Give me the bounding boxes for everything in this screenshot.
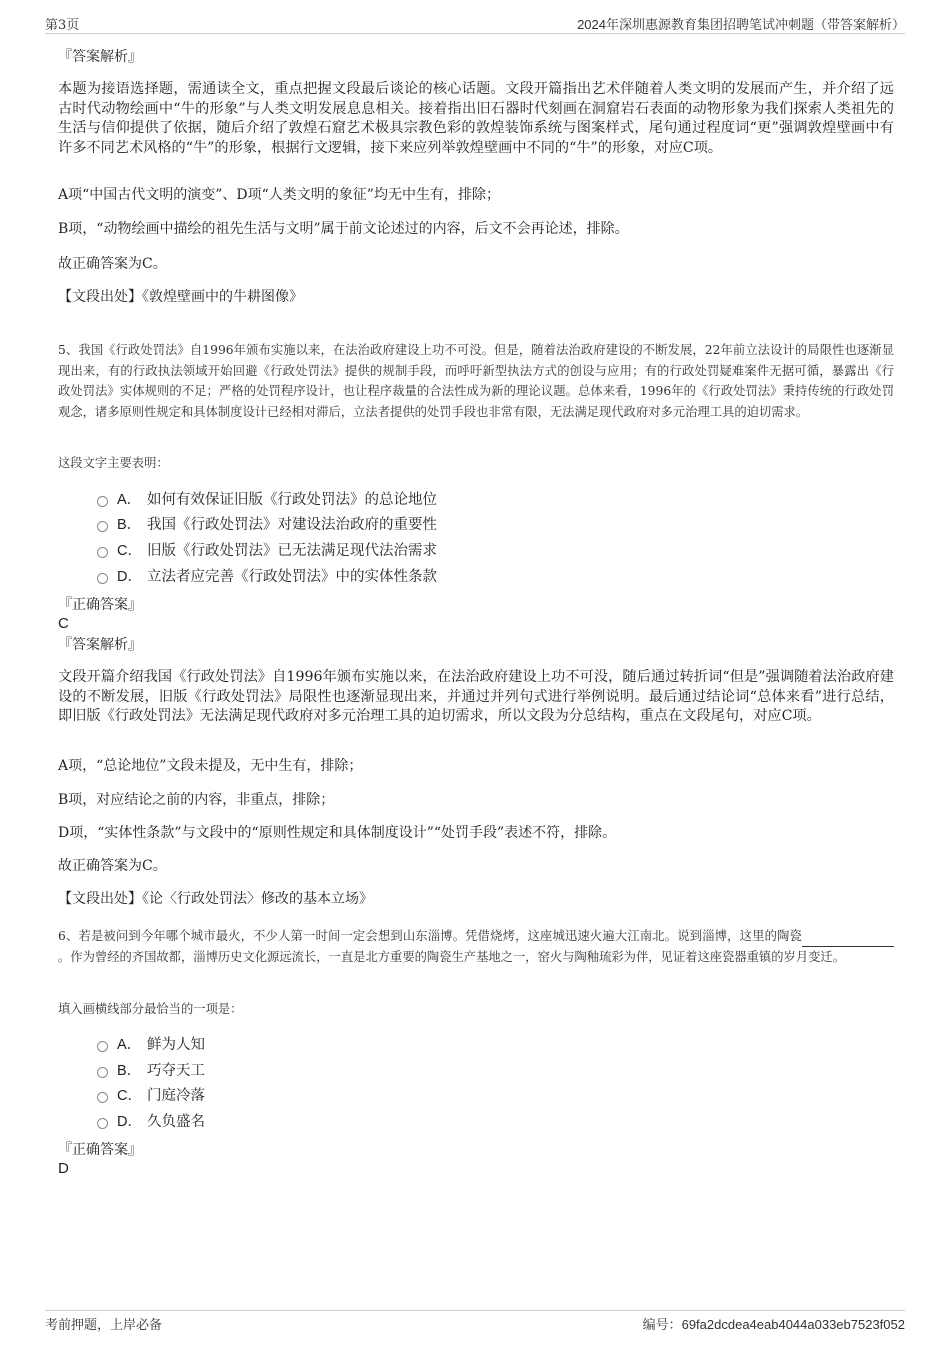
correct-answer: C [58,615,69,632]
analysis-label: 『答案解析』 [58,49,142,65]
document-code: 编号：69fa2dcdea4eab4044a033eb7523f052 [642,1317,905,1333]
radio-icon[interactable] [97,521,108,532]
radio-icon[interactable] [97,1041,108,1052]
answer-label: 『正确答案』 [58,1142,142,1158]
question-5-stem: 5、我国《行政处罚法》自1996年颁布实施以来，在法治政府建设上功不可没。但是，随着法治政府建设的不断发展，22年前立法设计的局限性也逐渐显现出来，有的行政执法领域开始回避《行政处罚法》提供的规制手段，而呼吁新型执法方式的创设与应用；有的行政处罚疑难案件无据可循，暴露出《行政处罚法》实体规则的不足；严格的处罚程序设计，也让程序裁量的合法性成为新的理论议题。总体来看，1996年的《行政处罚法》秉持传统的行政处罚观念，诸多原则性规定和具体制度设计已经相对滞后，立法者提供的处罚手段也非常有限，无法满足现代政府对多元治理工具的迫切需求。 [58,343,894,419]
analysis-point-b: B项，对应结论之前的内容，非重点，排除； [58,792,335,808]
question-5-prompt: 这段文字主要表明： [58,456,169,470]
fill-blank [802,932,894,947]
answer-label: 『正确答案』 [58,597,142,613]
analysis-point-a: A项“中国古代文明的演变”、D项“人类文明的象征”均无中生有，排除； [58,187,500,203]
analysis-conclusion: 故正确答案为C。 [58,256,167,272]
question-6-prompt: 填入画横线部分最恰当的一项是： [58,1002,243,1016]
page-header [45,14,905,34]
analysis-conclusion: 故正确答案为C。 [58,858,167,874]
radio-icon[interactable] [97,1092,108,1103]
analysis-text: 本题为接语选择题，需通读全文，重点把握文段最后谈论的核心话题。文段开篇指出艺术伴随着人类文明的发展而产生，并介绍了远古时代动物绘画中“牛的形象”与人类文明发展息息相关。接着指出旧石器时代刻画在洞窟岩石表面的动物形象为我们探索人类祖先的生活与信仰提供了依据，随后介绍了敦煌石窟艺术极具宗教色彩的敦煌装饰系统与图案样式，尾句通过程度词“更”强调敦煌壁画中有许多不同艺术风格的“牛”的形象，根据行文逻辑，接下来应列举敦煌壁画中不同的“牛”的形象，对应C项。 [58,81,894,156]
radio-icon[interactable] [97,1067,108,1078]
q6-option-c[interactable]: C． 门庭冷落 [97,1086,205,1106]
q5-option-b[interactable]: B． 我国《行政处罚法》对建设法治政府的重要性 [97,515,437,535]
correct-answer: D [58,1160,69,1177]
analysis-point-d: D项，“实体性条款”与文段中的“原则性规定和具体制度设计”“处罚手段”表述不符，排除。 [58,825,617,841]
q5-option-c[interactable]: C． 旧版《行政处罚法》已无法满足现代法治需求 [97,541,437,561]
document-title: 2024年深圳惠源教育集团招聘笔试冲刺题（带答案解析） [577,17,905,32]
q5-option-d[interactable]: D． 立法者应完善《行政处罚法》中的实体性条款 [97,567,437,587]
analysis-point-a: A项，“总论地位”文段未提及，无中生有，排除； [58,758,363,774]
q6-option-d[interactable]: D． 久负盛名 [97,1112,205,1132]
passage-source: 【文段出处】《论〈行政处罚法〉修改的基本立场》 [58,891,373,907]
analysis-label: 『答案解析』 [58,637,142,653]
radio-icon[interactable] [97,573,108,584]
page-footer [45,1310,905,1333]
passage-source: 【文段出处】《敦煌壁画中的牛耕图像》 [58,289,303,305]
q6-option-b[interactable]: B． 巧夺天工 [97,1061,205,1081]
question-6-stem: 6、若是被问到今年哪个城市最火，不少人第一时间一定会想到山东淄博。凭借烧烤，这座城迅速火遍大江南北。说到淄博，这里的陶瓷。作为曾经的齐国故都，淄博历史文化源远流长，一直是北方重要的陶瓷生产基地之一，窑火与陶釉琉彩为伴，见证着这座瓷器重镇的岁月变迁。 [58,926,894,967]
radio-icon[interactable] [97,1118,108,1129]
q6-option-a[interactable]: A． 鲜为人知 [97,1035,205,1055]
analysis-point-b: B项，“动物绘画中描绘的祖先生活与文明”属于前文论述过的内容，后文不会再论述，排除。 [58,221,629,237]
analysis-text: 文段开篇介绍我国《行政处罚法》自1996年颁布实施以来，在法治政府建设上功不可没，随后通过转折词“但是”强调随着法治政府建设的不断发展，旧版《行政处罚法》局限性也逐渐显现出来，并通过并列句式进行举例说明。最后通过结论词“总体来看”进行总结，即旧版《行政处罚法》无法满足现代政府对多元治理工具的迫切需求，所以文段为分总结构，重点在文段尾句，对应C项。 [58,669,894,724]
page-number: 第3页 [45,18,80,33]
footer-slogan: 考前押题，上岸必备 [45,1318,163,1333]
radio-icon[interactable] [97,496,108,507]
radio-icon[interactable] [97,547,108,558]
q5-option-a[interactable]: A． 如何有效保证旧版《行政处罚法》的总论地位 [97,490,437,510]
